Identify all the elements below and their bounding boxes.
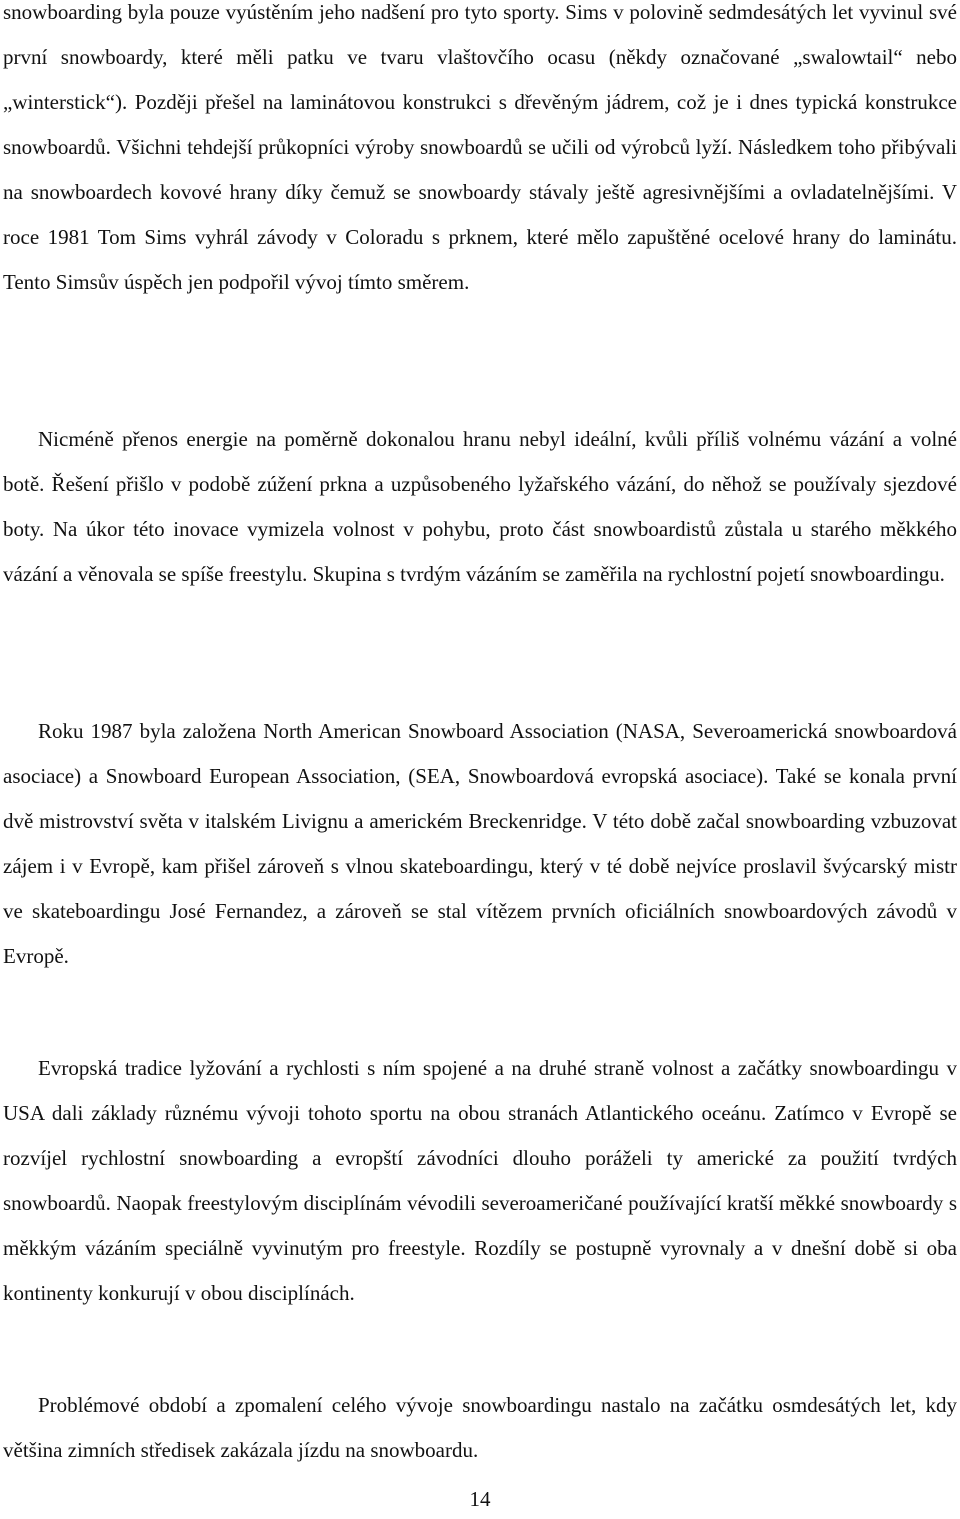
- paragraph-4: Evropská tradice lyžování a rychlosti s ním spojené a na druhé straně volnost a začátky snowboardingu v USA dali základy různému vývoji tohoto sportu na obou stranách Atlantického oceánu. Zatímco v Evropě se rozvíjel rychlostní snowboarding a evropští závodníci dlouho poráželi ty americké za použití tvrdých snowboardů. Naopak freestylovým disciplínám vévodili severoameričané používající kratší měkké snowboardy s měkkým vázáním speciálně vyvinutým pro freestyle. Rozdíly se postupně vyrovnaly a v dnešní době si oba kontinenty konkurují v obou disciplínách.: [3, 1056, 957, 1305]
- paragraph-3: Roku 1987 byla založena North American Snowboard Association (NASA, Severoamerická snowboardová asociace) a Snowboard European Association, (SEA, Snowboardová evropská asociace). Také se konala první dvě mistrovství světa v italském Livignu a americkém Breckenridge. V této době začal snowboarding vzbuzovat zájem i v Evropě, kam přišel zároveň s vlnou skateboardingu, který v té době nejvíce proslavil švýcarský mistr ve skateboardingu José Fernandez, a zároveň se stal vítězem prvních oficiálních snowboardových závodů v Evropě.: [3, 719, 957, 968]
- page-number: 14: [469, 1487, 491, 1511]
- paragraph-1: snowboarding byla pouze vyústěním jeho nadšení pro tyto sporty. Sims v polovině sedmdesátých let vyvinul své první snowboardy, které měli patku ve tvaru vlaštovčího ocasu (někdy označované „swalowtail“ nebo „winterstick“). Později přešel na laminátovou konstrukci s dřevěným jádrem, což je i dnes typická konstrukce snowboardů. Všichni tehdejší průkopníci výroby snowboardů se učili od výrobců lyží. Následkem toho přibývali na snowboardech kovové hrany díky čemuž se snowboardy stávaly ještě agresivnějšími a ovladatelnějšími. V roce 1981 Tom Sims vyhrál závody v Coloradu s prknem, které mělo zapuštěné ocelové hrany do laminátu. Tento Simsův úspěch jen podpořil vývoj tímto směrem.: [3, 0, 957, 294]
- paragraph-2: Nicméně přenos energie na poměrně dokonalou hranu nebyl ideální, kvůli příliš volnému vázání a volné botě. Řešení přišlo v podobě zúžení prkna a uzpůsobeného lyžařského vázání, do něhož se používaly sjezdové boty. Na úkor této inovace vymizela volnost v pohybu, proto část snowboardistů zůstala u starého měkkého vázání a věnovala se spíše freestylu. Skupina s tvrdým vázáním se zaměřila na rychlostní pojetí snowboardingu.: [3, 427, 957, 586]
- paragraph-5: Problémové období a zpomalení celého vývoje snowboardingu nastalo na začátku osmdesátých let, kdy většina zimních středisek zakázala jízdu na snowboardu.: [3, 1393, 957, 1462]
